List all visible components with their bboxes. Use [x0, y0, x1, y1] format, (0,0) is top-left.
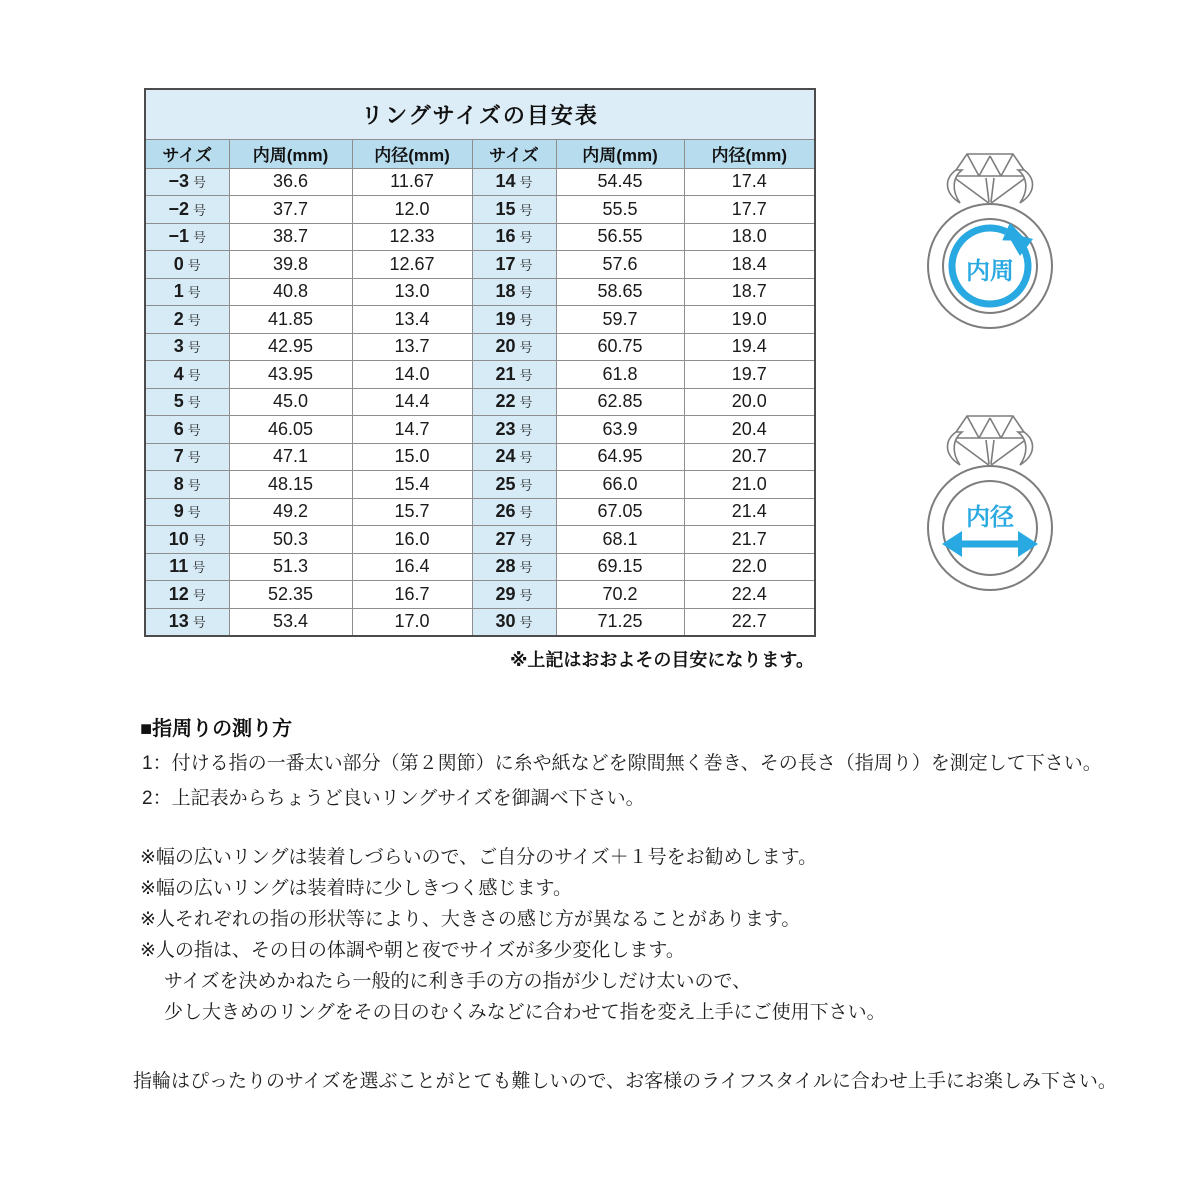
size-unit: 号	[187, 257, 201, 273]
value-cell: 48.15	[229, 471, 352, 499]
size-cell	[472, 333, 556, 361]
size-cell	[472, 498, 556, 526]
size-unit: 号	[519, 477, 533, 493]
value-cell: 17.0	[352, 608, 472, 636]
size-number: 20	[495, 336, 516, 357]
size-number: 4	[173, 363, 184, 384]
value-cell: 47.1	[229, 443, 352, 471]
note-size-changes: ※人の指は、その日の体調や朝と夜でサイズが多少変化します。	[140, 940, 685, 961]
table-row	[145, 388, 815, 416]
size-unit: 号	[187, 450, 201, 466]
value-cell: 19.7	[684, 361, 815, 389]
size-unit: 号	[519, 175, 533, 191]
size-number: 19	[495, 308, 516, 329]
size-unit: 号	[519, 367, 533, 383]
value-cell: 14.7	[352, 416, 472, 444]
table-row	[145, 498, 815, 526]
size-unit: 号	[187, 340, 201, 356]
size-unit: 号	[187, 505, 201, 521]
value-cell: 63.9	[556, 416, 684, 444]
size-number: 12	[168, 583, 189, 604]
size-number: 27	[495, 528, 516, 549]
value-cell: 15.4	[352, 471, 472, 499]
size-unit: 号	[187, 422, 201, 438]
size-cell	[472, 223, 556, 251]
header-diameter-left: 内径(mm)	[352, 139, 472, 168]
diamond-icon	[947, 416, 1032, 466]
value-cell: 67.05	[556, 498, 684, 526]
size-cell	[145, 223, 229, 251]
ring-circumference-illustration	[900, 136, 1080, 341]
diamond-icon	[947, 154, 1032, 204]
size-number: 14	[495, 171, 516, 192]
value-cell: 11.67	[352, 168, 472, 196]
table-row	[145, 526, 815, 554]
note-finger-shape: ※人それぞれの指の形状等により、大きさの感じ方が異なることがあります。	[140, 909, 801, 930]
header-circumference-left: 内周(mm)	[229, 139, 352, 168]
size-unit: 号	[193, 202, 207, 218]
value-cell: 12.33	[352, 223, 472, 251]
size-cell	[472, 361, 556, 389]
size-unit: 号	[519, 505, 533, 521]
size-cell	[472, 168, 556, 196]
size-cell	[145, 553, 229, 581]
size-unit: 号	[519, 285, 533, 301]
size-number: 24	[495, 446, 516, 467]
value-cell: 36.6	[229, 168, 352, 196]
size-unit: 号	[519, 395, 533, 411]
size-cell	[472, 443, 556, 471]
size-unit: 号	[193, 175, 207, 191]
table-title: リングサイズの目安表	[145, 89, 815, 139]
header-circumference-right: 内周(mm)	[556, 139, 684, 168]
value-cell: 15.7	[352, 498, 472, 526]
size-unit: 号	[187, 285, 201, 301]
value-cell: 45.0	[229, 388, 352, 416]
value-cell: 18.7	[684, 278, 815, 306]
size-number: 30	[495, 611, 516, 631]
value-cell: 55.5	[556, 196, 684, 224]
size-number: 2	[173, 308, 184, 329]
value-cell: 69.15	[556, 553, 684, 581]
value-cell: 37.7	[229, 196, 352, 224]
size-unit: 号	[519, 340, 533, 356]
size-cell	[472, 278, 556, 306]
size-number: 29	[495, 583, 516, 604]
size-unit: 号	[192, 532, 206, 548]
value-cell: 42.95	[229, 333, 352, 361]
size-number: 22	[495, 391, 516, 412]
value-cell: 46.05	[229, 416, 352, 444]
size-unit: 号	[519, 257, 533, 273]
size-number: 17	[495, 253, 516, 274]
value-cell: 12.0	[352, 196, 472, 224]
table-row	[145, 251, 815, 279]
size-number: 18	[495, 281, 516, 302]
size-cell	[472, 388, 556, 416]
size-cell	[145, 278, 229, 306]
howto-step-1: 1：付ける指の一番太い部分（第２関節）に糸や紙などを隙間無く巻き、その長さ（指周り）を測定して下さい。	[142, 753, 1102, 774]
size-cell	[145, 306, 229, 334]
value-cell: 18.0	[684, 223, 815, 251]
note-wide-ring-tight: ※幅の広いリングは装着時に少しきつく感じます。	[140, 878, 573, 899]
size-number: 21	[495, 363, 516, 384]
table-row	[145, 333, 815, 361]
size-cell	[145, 416, 229, 444]
size-cell	[145, 361, 229, 389]
value-cell: 66.0	[556, 471, 684, 499]
size-unit: 号	[519, 560, 533, 576]
value-cell: 17.7	[684, 196, 815, 224]
howto-step-2: 2：上記表からちょうど良いリングサイズを御調べ下さい。	[142, 788, 645, 809]
size-unit: 号	[519, 230, 533, 246]
size-table	[144, 88, 816, 637]
size-cell	[472, 581, 556, 609]
size-cell	[145, 443, 229, 471]
value-cell: 39.8	[229, 251, 352, 279]
value-cell: 58.65	[556, 278, 684, 306]
size-cell	[472, 416, 556, 444]
value-cell: 17.4	[684, 168, 815, 196]
size-unit: 号	[519, 202, 533, 218]
size-cell	[145, 168, 229, 196]
size-number: 16	[495, 226, 516, 247]
note-dominant-hand: サイズを決めかねたら一般的に利き手の方の指が少しだけ太いので、	[164, 971, 752, 992]
size-cell	[472, 553, 556, 581]
size-number: 8	[173, 473, 184, 494]
table-row	[145, 416, 815, 444]
size-unit: 号	[192, 560, 206, 576]
size-cell	[145, 388, 229, 416]
size-number: 15	[495, 198, 516, 219]
value-cell: 49.2	[229, 498, 352, 526]
table-row	[145, 581, 815, 609]
ring-size-table	[144, 88, 814, 637]
header-diameter-right: 内径(mm)	[684, 139, 815, 168]
value-cell: 61.8	[556, 361, 684, 389]
value-cell: 56.55	[556, 223, 684, 251]
value-cell: 20.0	[684, 388, 815, 416]
value-cell: 22.4	[684, 581, 815, 609]
size-unit: 号	[187, 477, 201, 493]
value-cell: 21.0	[684, 471, 815, 499]
size-number: 1	[173, 281, 184, 302]
size-number: −2	[168, 198, 189, 219]
value-cell: 13.4	[352, 306, 472, 334]
size-number: 5	[173, 391, 184, 412]
header-size-right: サイズ	[472, 139, 556, 168]
value-cell: 16.4	[352, 553, 472, 581]
size-number: 11	[169, 556, 189, 577]
size-unit: 号	[519, 587, 533, 603]
table-row	[145, 608, 815, 636]
table-header-row	[145, 139, 815, 168]
table-row	[145, 196, 815, 224]
value-cell: 22.7	[684, 608, 815, 636]
header-size-left: サイズ	[145, 139, 229, 168]
table-title-row	[145, 89, 815, 139]
size-number: 10	[168, 528, 189, 549]
value-cell: 40.8	[229, 278, 352, 306]
size-unit: 号	[187, 367, 201, 383]
value-cell: 21.7	[684, 526, 815, 554]
value-cell: 14.0	[352, 361, 472, 389]
size-number: 23	[495, 418, 516, 439]
size-cell	[145, 526, 229, 554]
size-number: −1	[168, 226, 189, 247]
howto-heading: ■指周りの測り方	[140, 718, 293, 740]
value-cell: 21.4	[684, 498, 815, 526]
size-cell	[472, 526, 556, 554]
size-cell	[472, 471, 556, 499]
value-cell: 15.0	[352, 443, 472, 471]
size-number: 9	[173, 501, 184, 522]
size-number: 6	[173, 418, 184, 439]
value-cell: 16.7	[352, 581, 472, 609]
value-cell: 20.4	[684, 416, 815, 444]
table-row	[145, 471, 815, 499]
table-row	[145, 361, 815, 389]
value-cell: 51.3	[229, 553, 352, 581]
size-unit: 号	[519, 450, 533, 466]
value-cell: 50.3	[229, 526, 352, 554]
value-cell: 13.7	[352, 333, 472, 361]
value-cell: 52.35	[229, 581, 352, 609]
size-cell	[145, 581, 229, 609]
size-cell	[472, 196, 556, 224]
size-number: 28	[495, 556, 516, 577]
table-row	[145, 553, 815, 581]
value-cell: 16.0	[352, 526, 472, 554]
value-cell: 54.45	[556, 168, 684, 196]
size-number: 25	[495, 473, 516, 494]
value-cell: 43.95	[229, 361, 352, 389]
value-cell: 22.0	[684, 553, 815, 581]
note-larger-ring-advice: 少し大きめのリングをその日のむくみなどに合わせて指を変え上手にご使用下さい。	[164, 1002, 886, 1023]
table-row	[145, 168, 815, 196]
table-row	[145, 443, 815, 471]
size-unit: 号	[519, 312, 533, 328]
value-cell: 14.4	[352, 388, 472, 416]
value-cell: 64.95	[556, 443, 684, 471]
size-unit: 号	[193, 230, 207, 246]
size-number: 13	[168, 611, 189, 631]
value-cell: 38.7	[229, 223, 352, 251]
closing-message: 指輪はぴったりのサイズを選ぶことがとても難しいので、お客様のライフスタイルに合わせ上手にお楽しみ下さい。	[133, 1071, 1117, 1092]
size-unit: 号	[519, 422, 533, 438]
size-cell	[145, 251, 229, 279]
size-cell	[472, 251, 556, 279]
value-cell: 60.75	[556, 333, 684, 361]
notes-list	[140, 842, 886, 1028]
table-footnote: ※上記はおおよその目安になります。	[509, 650, 814, 670]
diameter-label: 内径	[966, 504, 1014, 531]
value-cell: 41.85	[229, 306, 352, 334]
value-cell: 53.4	[229, 608, 352, 636]
value-cell: 13.0	[352, 278, 472, 306]
value-cell: 68.1	[556, 526, 684, 554]
size-number: 0	[173, 253, 184, 274]
size-number: 7	[173, 446, 184, 467]
value-cell: 57.6	[556, 251, 684, 279]
value-cell: 19.4	[684, 333, 815, 361]
table-row	[145, 306, 815, 334]
value-cell: 62.85	[556, 388, 684, 416]
value-cell: 71.25	[556, 608, 684, 636]
size-table-body	[145, 168, 815, 636]
size-cell	[145, 196, 229, 224]
size-cell	[145, 498, 229, 526]
size-unit: 号	[187, 312, 201, 328]
note-wide-ring-size-up: ※幅の広いリングは装着しづらいので、ご自分のサイズ＋１号をお勧めします。	[140, 847, 818, 868]
value-cell: 18.4	[684, 251, 815, 279]
size-number: −3	[168, 171, 189, 192]
circumference-label: 内周	[966, 258, 1014, 285]
ring-diameter-illustration	[900, 398, 1080, 603]
value-cell: 19.0	[684, 306, 815, 334]
size-cell	[145, 333, 229, 361]
size-cell	[145, 608, 229, 636]
size-unit: 号	[519, 615, 533, 630]
size-unit: 号	[192, 615, 206, 630]
size-cell	[472, 306, 556, 334]
size-number: 26	[495, 501, 516, 522]
size-unit: 号	[519, 532, 533, 548]
value-cell: 59.7	[556, 306, 684, 334]
value-cell: 12.67	[352, 251, 472, 279]
size-number: 3	[173, 336, 184, 357]
size-cell	[472, 608, 556, 636]
value-cell: 20.7	[684, 443, 815, 471]
size-cell	[145, 471, 229, 499]
value-cell: 70.2	[556, 581, 684, 609]
size-unit: 号	[187, 395, 201, 411]
table-row	[145, 223, 815, 251]
diameter-arrow-icon	[942, 531, 1038, 557]
table-row	[145, 278, 815, 306]
size-unit: 号	[192, 587, 206, 603]
